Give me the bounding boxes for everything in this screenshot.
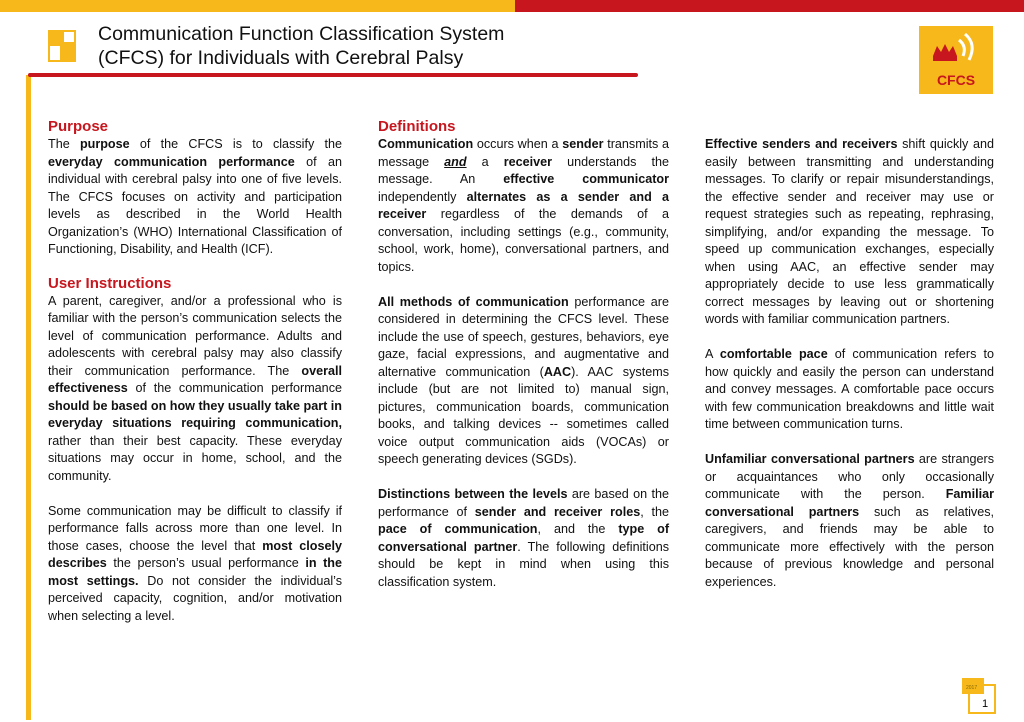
text-run: Familiar conversational partners xyxy=(705,487,994,519)
page-number: 1 xyxy=(982,698,989,710)
title-underline xyxy=(28,73,638,77)
text-run: performance are considered in determining the CFCS level. These include the use of speech, gestures, behaviors, eye gaze, facial expressions, and augmentative and alternative communication ( xyxy=(378,294,669,379)
text-run: ). AAC systems include (but are not limited to) manual sign, pictures, communication boards, communication books, and talking devices -- sometimes called voice output communication aids (VOCAs) or speech generating devices (SGDs). xyxy=(378,364,669,466)
title-line-1: Communication Function Classification System xyxy=(98,23,505,45)
text-run: overall effectiveness xyxy=(48,363,342,395)
user-instructions-heading: User Instructions xyxy=(48,274,172,292)
text-run: Distinctions between the levels xyxy=(378,487,568,501)
definitions-paragraph-1 xyxy=(378,136,669,276)
text-run: , and the xyxy=(537,522,619,536)
text-run: Some communication may be difficult to classify if performance falls across more than one level. In those cases, choose the level that xyxy=(48,503,342,553)
text-run: Unfamiliar conversational partners xyxy=(705,452,915,466)
text-run: are based on the performance of xyxy=(378,487,670,519)
text-run: AAC xyxy=(543,364,572,379)
badge-label: CFCS xyxy=(936,72,976,88)
page-number-box xyxy=(962,678,996,714)
senders-receivers-paragraph xyxy=(705,136,994,329)
text-run: . The following definitions should be kept in mind when using this classification system. xyxy=(378,539,670,589)
text-run: understands the message. An xyxy=(378,154,669,186)
purpose-paragraph xyxy=(48,136,342,259)
text-run: occurs when a xyxy=(473,137,563,151)
speech-crown-icon xyxy=(919,26,993,76)
logo-square xyxy=(48,44,62,62)
logo-square xyxy=(62,44,76,62)
user-instructions-paragraph-1 xyxy=(48,293,342,486)
text-run: a xyxy=(466,154,504,169)
text-run: purpose xyxy=(79,137,130,151)
cfcs-badge xyxy=(919,26,993,94)
text-run: are strangers or acquaintances who only occasionally communicate with the person. xyxy=(705,452,994,501)
text-run: receiver xyxy=(503,154,553,169)
text-run: of communication refers to how quickly and easily the person can understand and convey messages. A comfortable pace occurs with few communication breakdowns and little wait time between communication turns. xyxy=(705,347,994,431)
text-run: of an individual with cerebral palsy into one of five levels. The CFCS focuses on activity and participation levels as described in the World Health Organization’s (WHO) International Classification of Functioning, Disability, and Health (ICF). xyxy=(48,154,343,256)
logo-square xyxy=(62,30,76,44)
left-accent-line xyxy=(26,75,31,720)
text-run: , the xyxy=(640,504,670,519)
text-run: sender xyxy=(562,137,604,151)
page-year: 2017 xyxy=(966,685,978,691)
purpose-heading: Purpose xyxy=(48,118,109,135)
conversational-partners-paragraph xyxy=(705,451,994,591)
text-run: pace of communication xyxy=(378,522,538,536)
text-run: shift quickly and easily between transmitting and understanding messages. To clarify or repair misunderstandings, the effective sender and receiver may use or request strategies such as repeating, rephrasing, simplifying, and/or expanding the message. To speed up communication exchanges, especially when using AAC, an effective sender may appropriately decide to use less grammatically correct messages by leaving out or shortening words with familiar communication partners. xyxy=(705,137,994,326)
text-run: of the communication performance xyxy=(127,381,342,395)
text-run: The xyxy=(48,137,80,151)
text-run: in the most settings. xyxy=(48,556,342,588)
text-run: Effective senders and receivers xyxy=(705,137,898,151)
column-3 xyxy=(705,118,994,591)
text-run: A parent, caregiver, and/or a professional who is familiar with the person’s communication selects the level of communication performance. Adults and adolescents with cerebral palsy may also classify their communication performance. The xyxy=(48,293,342,378)
top-bar-red xyxy=(515,0,1024,12)
column-1 xyxy=(48,118,342,625)
text-run: everyday communication performance xyxy=(48,154,295,169)
top-bar-yellow xyxy=(0,0,515,12)
text-run: of the CFCS is to classify the xyxy=(129,137,342,151)
text-run: should be based on how they usually take part in everyday situations requiring communication, xyxy=(48,398,342,430)
user-instructions-paragraph-2 xyxy=(48,503,342,626)
text-run: alternates as a sender and a receiver xyxy=(378,189,669,221)
text-run: such as relatives, caregivers, and friends may be able to communicate more effectively with the person because of previous knowledge and personal experiences. xyxy=(705,504,995,589)
definitions-paragraph-3 xyxy=(378,486,669,591)
column-2 xyxy=(378,118,669,591)
text-run: independently xyxy=(378,189,467,204)
title-line-2: (CFCS) for Individuals with Cerebral Palsy xyxy=(98,47,464,69)
logo-square xyxy=(48,30,62,44)
text-run: A xyxy=(705,347,720,361)
text-run: regardless of the demands of a conversation, including settings (e.g., community, school, work, home), conversational partners, and topics. xyxy=(378,207,669,274)
text-run: most closely describes xyxy=(48,538,342,570)
definitions-paragraph-2 xyxy=(378,294,669,469)
text-run: Do not consider the individual’s perceived capacity, cognition, and/or motivation when selecting a level. xyxy=(48,573,342,623)
text-run: All methods of communication xyxy=(378,294,569,309)
text-run: Communication xyxy=(378,137,474,151)
text-run: sender and receiver roles xyxy=(474,504,641,519)
page-title xyxy=(98,22,504,70)
comfortable-pace-paragraph xyxy=(705,346,994,434)
text-run: type of conversational partner xyxy=(378,522,670,554)
text-run: the person’s usual performance xyxy=(106,556,306,570)
text-run: effective communicator xyxy=(503,172,669,186)
text-run: comfortable pace xyxy=(719,347,828,361)
definitions-heading: Definitions xyxy=(378,118,456,135)
text-run: and xyxy=(444,154,467,169)
text-run: rather than their best capacity. These everyday situations may occur in home, school, and the community. xyxy=(48,433,342,483)
text-run: transmits a message xyxy=(378,137,669,169)
